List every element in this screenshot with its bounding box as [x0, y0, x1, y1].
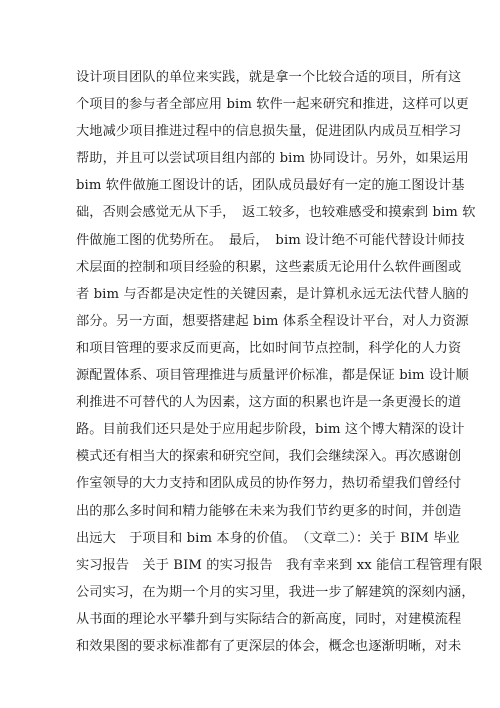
body-text [76, 64, 483, 660]
text-line: 个项目的参与者全部应用 bim 软件一起来研究和推进，这样可以更 [76, 97, 469, 113]
text-line: 设计项目团队的单位来实践，就是拿一个比较合适的项目，所有这 [76, 70, 462, 85]
text-line: 路。目前我们还只是处于应用起步阶段，bim 这个博大精深的设计 [76, 422, 465, 438]
text-line: 模式还有相当大的探索和研究空间，我们会继续深入。再次感谢创 [76, 449, 462, 465]
text-line: 础，否则会感觉无从下手， 返工较多，也较难感受和摸索到 bim 软 [76, 205, 476, 221]
text-line: 者 bim 与否都是决定性的关键因素，是计算机永远无法代替人脑的 [76, 286, 469, 302]
text-line: 从书面的理论水平攀升到与实际结合的新高度，同时，对建模流程 [76, 611, 462, 627]
text-line: 大地减少项目推进过程中的信息损失量，促进团队内成员互相学习 [76, 124, 462, 140]
text-line: 源配置体系、项目管理推进与质量评价标准，都是保证 bim 设计顺 [76, 368, 469, 384]
text-line: 作室领导的大力支持和团队成员的协作努力，热切希望我们曾经付 [76, 476, 462, 492]
text-line: 出的那么多时间和精力能够在未来为我们节约更多的时间，并创造 [76, 503, 462, 519]
text-line: 实习报告 关于 BIM 的实习报告 我有幸来到 xx 能信工程管理有限 [76, 557, 483, 573]
text-line: 术层面的控制和项目经验的积累，这些素质无论用什么软件画图或 [76, 259, 462, 275]
text-line: 公司实习，在为期一个月的实习里，我进一步了解建筑的深刻内涵， [76, 584, 475, 600]
text-line: 利推进不可替代的人为因素，这方面的积累也许是一条更漫长的道 [76, 395, 462, 411]
text-line: 和效果图的要求标准都有了更深层的体会，概念也逐渐明晰，对未 [76, 638, 462, 654]
text-line: 部分。另一方面，想要搭建起 bim 体系全程设计平台，对人力资源 [76, 313, 469, 329]
text-line: 帮助，并且可以尝试项目组内部的 bim 协同设计。另外，如果运用 [76, 151, 469, 167]
text-line: 件做施工图的优势所在。 最后， bim 设计绝不可能代替设计师技 [76, 232, 465, 248]
text-line: bim 软件做施工图设计的话，团队成员最好有一定的施工图设计基 [76, 178, 465, 194]
text-line: 和项目管理的要求反而更高，比如时间节点控制，科学化的人力资 [76, 340, 462, 356]
text-line: 出远大 于项目和 bim 本身的价值。 （文章二）：关于 BIM 毕业 [76, 530, 460, 546]
